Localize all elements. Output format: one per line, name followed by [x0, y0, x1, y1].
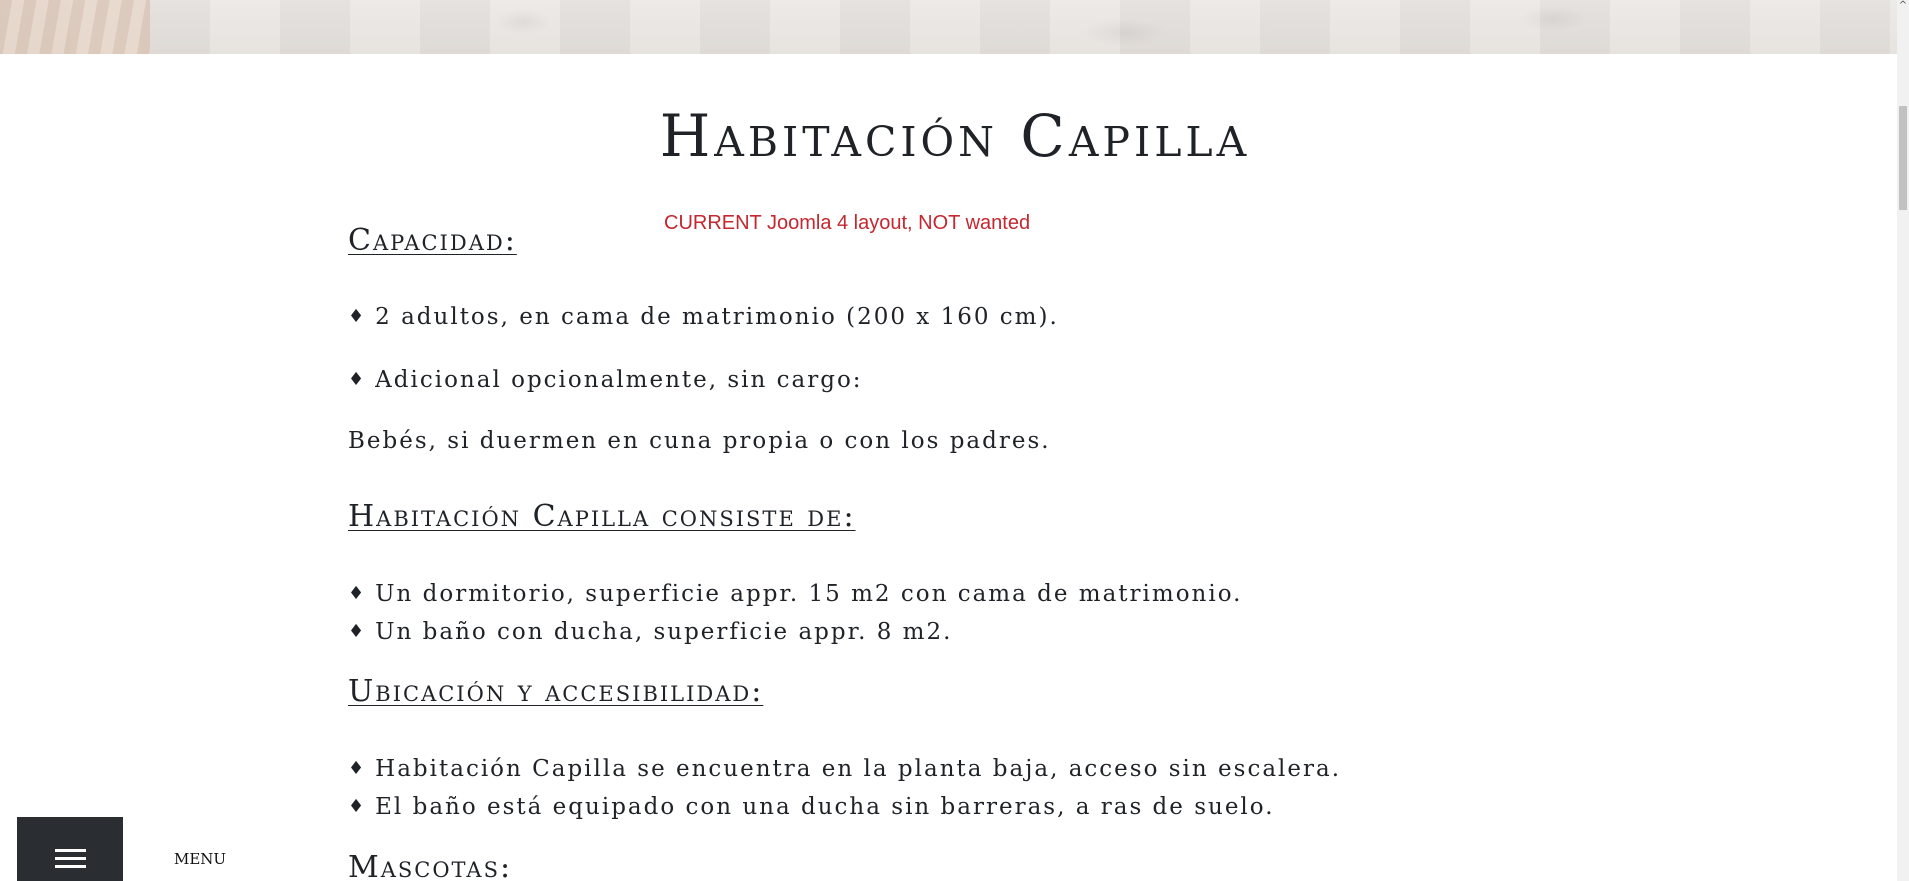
- bullet-diamond-icon: ♦: [348, 621, 367, 642]
- room-line-2: [348, 619, 952, 647]
- capacity-line-3: [348, 428, 1051, 456]
- capacity-line-3-text: Bebés, si duermen en cuna propia o con los padres.: [348, 428, 1051, 454]
- capacity-line-1-text: 2 adultos, en cama de matrimonio (200 x 160 cm).: [375, 304, 1059, 330]
- bullet-diamond-icon: ♦: [348, 796, 367, 817]
- bullet-diamond-icon: ♦: [348, 583, 367, 604]
- page-scrollbar[interactable]: [1897, 0, 1909, 881]
- hero-image: [0, 0, 1897, 54]
- location-line-2: [348, 794, 1275, 822]
- capacity-line-2: [348, 367, 863, 395]
- room-line-1-text: Un dormitorio, superficie appr. 15 m2 con cama de matrimonio.: [375, 581, 1243, 607]
- bullet-diamond-icon: ♦: [348, 758, 367, 779]
- capacity-line-1: [348, 304, 1059, 332]
- location-line-2-text: El baño está equipado con una ducha sin barreras, a ras de suelo.: [375, 794, 1275, 820]
- heading-capacidad: Capacidad:: [348, 223, 517, 258]
- capacity-line-2-text: Adicional opcionalmente, sin cargo:: [375, 367, 863, 393]
- bullet-diamond-icon: ♦: [348, 306, 367, 327]
- scroll-up-arrow-icon[interactable]: ^: [1898, 0, 1908, 11]
- menu-label[interactable]: MENU: [174, 850, 227, 868]
- bullet-diamond-icon: ♦: [348, 369, 367, 390]
- room-line-1: [348, 581, 1242, 609]
- hero-bench-detail: [0, 0, 150, 54]
- hero-stone-wall-detail: [180, 0, 1897, 54]
- heading-ubicacion: Ubicación y accesibilidad:: [348, 674, 764, 709]
- layout-annotation: CURRENT Joomla 4 layout, NOT wanted: [664, 212, 1031, 234]
- room-line-2-text: Un baño con ducha, superficie appr. 8 m2.: [375, 619, 953, 645]
- heading-mascotas: Mascotas:: [348, 850, 513, 881]
- location-line-1: [348, 756, 1341, 784]
- heading-consiste: Habitación Capilla consiste de:: [348, 499, 856, 534]
- location-line-1-text: Habitación Capilla se encuentra en la planta baja, acceso sin escalera.: [375, 756, 1342, 782]
- menu-toggle-button[interactable]: [17, 817, 123, 881]
- page-title: Habitación Capilla: [659, 102, 1251, 170]
- scrollbar-thumb[interactable]: [1899, 106, 1907, 210]
